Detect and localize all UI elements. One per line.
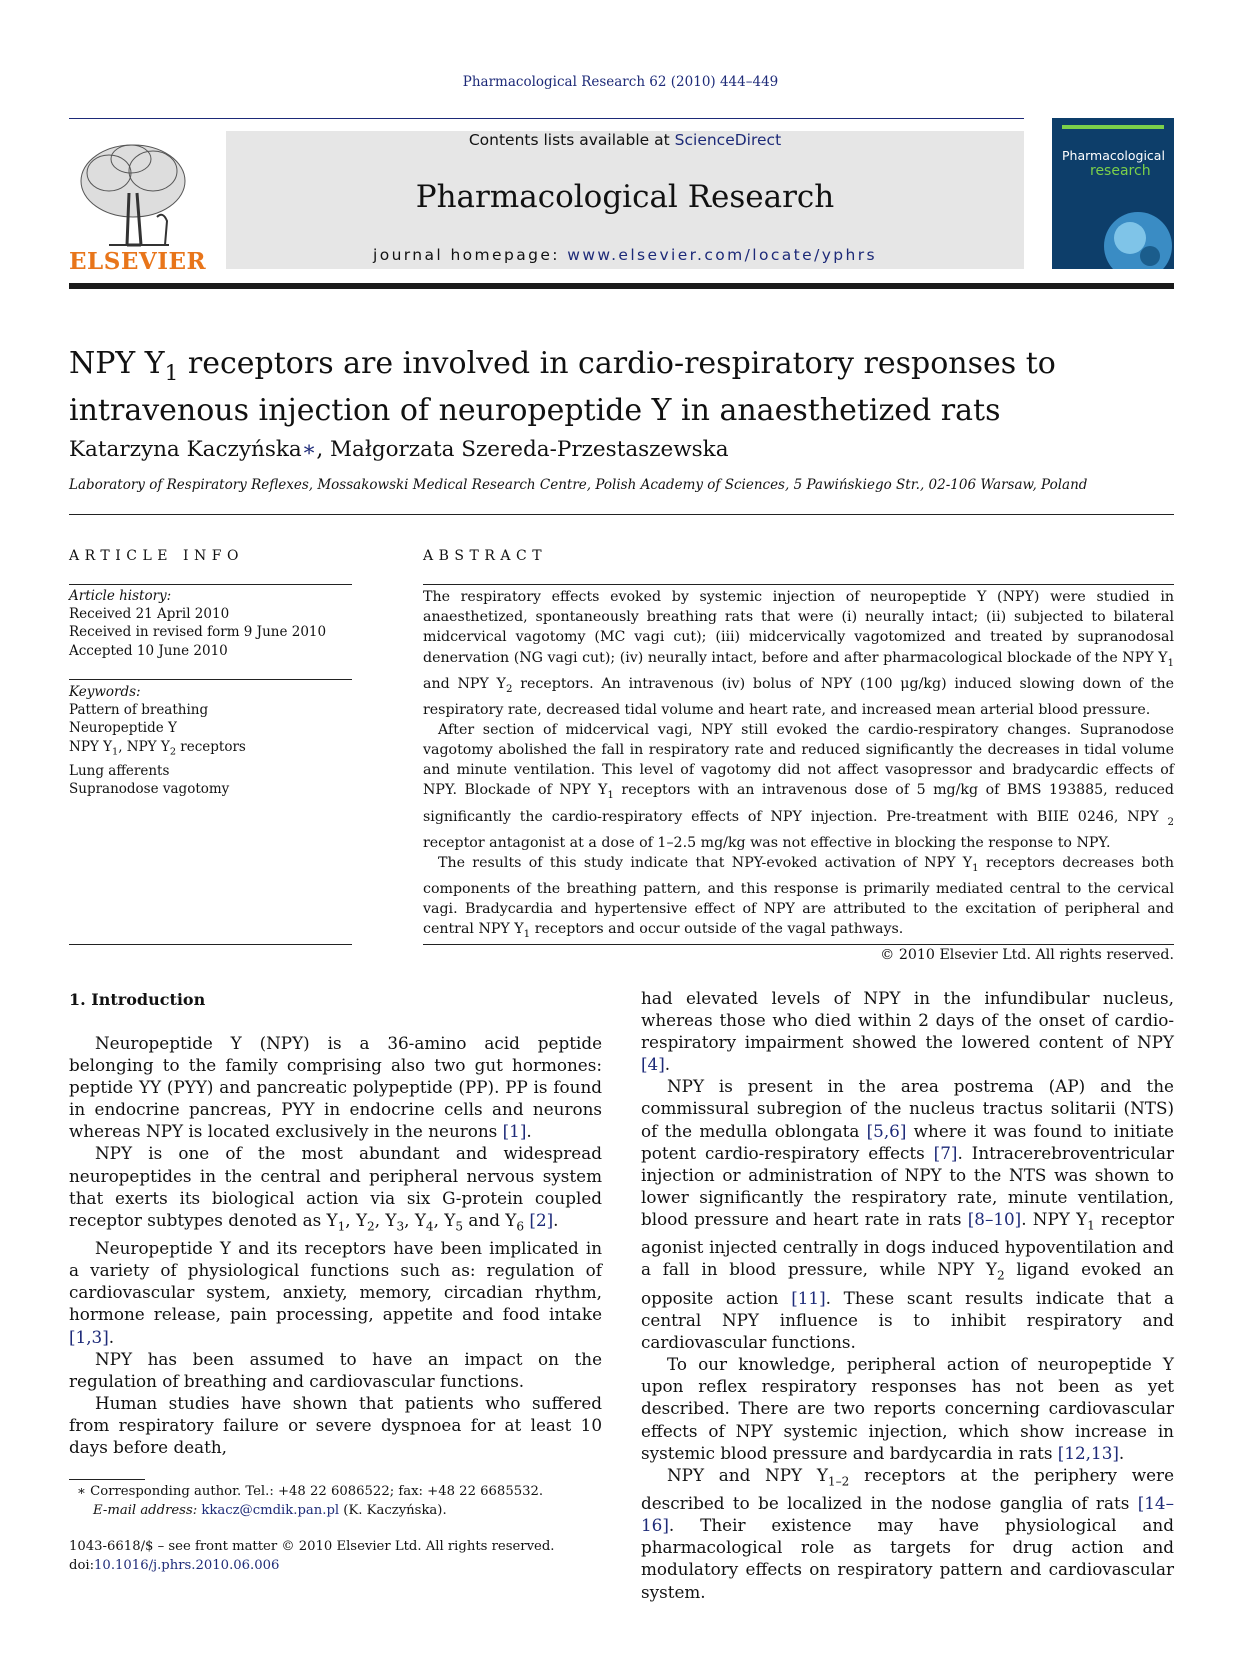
abstract-rule bbox=[423, 584, 1174, 585]
front-matter bbox=[69, 1538, 554, 1575]
keyword: Supranodose vagotomy bbox=[69, 780, 230, 797]
footnote-email: E-mail address: kkacz@cmdik.pan.pl (K. Kaczyńska). bbox=[93, 1502, 447, 1518]
citation-link[interactable]: [1,3] bbox=[69, 1326, 109, 1347]
cover-accent-bar bbox=[1062, 125, 1164, 129]
homepage-line bbox=[226, 246, 1024, 264]
journal-name: Pharmacological Research bbox=[415, 179, 835, 215]
abstract-heading: ABSTRACT bbox=[423, 548, 548, 564]
homepage-prefix: journal homepage: bbox=[372, 246, 568, 264]
header-rule bbox=[69, 118, 1024, 119]
article-title: NPY $Y_1$ receptors are involved in cardio-respiratory responses to intravenous injection of neuropeptide Y in anaesthetized rats bbox=[69, 346, 1056, 428]
keyword: NPY $Y_1$, NPY $Y_2$ receptors bbox=[69, 738, 246, 758]
section-rule bbox=[69, 514, 1174, 515]
keyword: Lung afferents bbox=[69, 762, 170, 779]
body-paragraph: NPY and NPY $Y_{1-2}$ receptors at the periphery were described to be localized in the nodose ganglia of rats [14–16]. Their existence may have physiological and pharmacological role as targets for drug action and modulatory effects on respiratory pattern and cardiovascular system. bbox=[641, 1464, 1174, 1602]
elsevier-wordmark: ELSEVIER bbox=[69, 248, 207, 275]
citation-link[interactable]: [4] bbox=[641, 1054, 665, 1075]
body-paragraph: Neuropeptide Y (NPY) is a 36-amino acid peptide belonging to the family comprising also two gut hormones: peptide YY (PYY) and pancreatic polypeptide (PP). PP is found in endocrine pancreas, PYY in endocrine cells and neurons whereas NPY is located exclusively in the neurons [1]. bbox=[69, 1033, 602, 1142]
doi-link[interactable]: 10.1016/j.phrs.2010.06.006 bbox=[94, 1557, 280, 1573]
body-paragraph: NPY is present in the area postrema (AP) and the commissural subregion of the nucleus tractus solitarii (NTS) of the medulla oblongata [5,6] where it was found to initiate potent cardio-respiratory effects [7]. Intracerebroventricular injection or administration of NPY to the NTS was shown to lower significantly the respiratory rate, minute ventilation, blood pressure and heart rate in rats [8–10]. NPY $Y_1$ receptor agonist injected centrally in dogs induced hypoventilation and a fall in blood pressure, while NPY $Y_2$ ligand evoked an opposite action [11]. These scant results indicate that a central NPY influence is to inhibit respiratory and cardiovascular functions. bbox=[641, 1076, 1174, 1353]
citation-link[interactable]: [1] bbox=[502, 1121, 527, 1142]
citation-link[interactable]: [5,6] bbox=[866, 1120, 907, 1141]
corresponding-author-mark[interactable]: ∗ bbox=[301, 437, 317, 462]
citation-link[interactable]: [7] bbox=[933, 1142, 958, 1163]
cover-image bbox=[1090, 198, 1174, 269]
sciencedirect-link[interactable]: ScienceDirect bbox=[674, 131, 782, 149]
body-paragraph: had elevated levels of NPY in the infundibular nucleus, whereas those who died within 2 days of the onset of cardio-respiratory impairment showed the lowered content of NPY [4]. bbox=[641, 988, 1174, 1075]
body-paragraph: To our knowledge, peripheral action of neuropeptide Y upon reflex respiratory responses has not been as yet described. There are two reports concerning cardiovascular effects of NPY systemic injection, which show increase in systemic blood pressure and bardycardia in rats [12,13]. bbox=[641, 1354, 1174, 1463]
citation-link[interactable]: [12,13] bbox=[1057, 1442, 1119, 1463]
cover-title-line1: Pharmacological bbox=[1062, 148, 1165, 163]
homepage-link[interactable]: www.elsevier.com/locate/yphrs bbox=[567, 246, 878, 264]
journal-masthead bbox=[226, 131, 1024, 269]
corresponding-author-footnote bbox=[69, 1483, 543, 1520]
introduction-heading: 1. Introduction bbox=[69, 990, 206, 1009]
body-paragraph: NPY is one of the most abundant and widespread neuropeptides in the central and peripheral nervous system that exerts its biological action via six G-protein coupled receptor subtypes denoted as $Y_1$, $Y_2$, $Y_3$, $Y_4$, $Y_5$ and $Y_6$ [2]. bbox=[69, 1143, 602, 1234]
body-paragraph: Human studies have shown that patients who suffered from respiratory failure or severe dyspnoea for at least 10 days before death, bbox=[69, 1392, 602, 1458]
copyright-notice: © 2010 Elsevier Ltd. All rights reserved. bbox=[880, 947, 1174, 964]
citation-link[interactable]: [2] bbox=[529, 1209, 554, 1230]
keywords-label: Keywords: bbox=[69, 684, 141, 700]
footnote-rule bbox=[69, 1479, 145, 1480]
article-info-rule bbox=[69, 679, 352, 680]
doi-line: doi:10.1016/j.phrs.2010.06.006 bbox=[69, 1557, 280, 1573]
keyword: Neuropeptide Y bbox=[69, 720, 177, 737]
journal-cover-thumbnail[interactable] bbox=[1052, 118, 1174, 269]
accepted-date: Accepted 10 June 2010 bbox=[69, 642, 228, 659]
footnote-contact: ∗ Corresponding author. Tel.: +48 22 6086522; fax: +48 22 6685532. bbox=[77, 1484, 544, 1499]
citation-link[interactable]: [11] bbox=[791, 1287, 826, 1308]
article-info-rule bbox=[69, 584, 352, 585]
abstract-paragraph: The respiratory effects evoked by systemic injection of neuropeptide Y (NPY) were studied in anaesthetized, spontaneously breathing rats that were (i) neurally intact; (ii) subjected to bilateral midcervical vagotomy (MC vagi cut); (iii) midcervically vagotomized and treated by supranodosal denervation (NG vagi cut); (iv) neurally intact, before and after pharmacological blockade of the NPY $Y_1$ and NPY $Y_2$ receptors. An intravenous (iv) bolus of NPY (100 μg/kg) induced slowing down of the respiratory rate, decreased tidal volume and heart rate, and increased mean arterial blood pressure. bbox=[423, 589, 1175, 718]
issn-line: 1043-6618/$ – see front matter © 2010 Elsevier Ltd. All rights reserved. bbox=[69, 1539, 555, 1554]
contents-line bbox=[226, 131, 1024, 149]
keyword: Pattern of breathing bbox=[69, 702, 209, 719]
keywords-list bbox=[69, 683, 352, 798]
body-column-left bbox=[69, 1032, 602, 1458]
author-2: , Małgorzata Szereda-Przestaszewska bbox=[316, 437, 729, 462]
abstract-rule bbox=[423, 944, 1174, 945]
citation-link[interactable]: [14–16] bbox=[641, 1493, 1174, 1536]
article-info-rule bbox=[69, 944, 352, 945]
journal-reference[interactable]: Pharmacological Research 62 (2010) 444–449 bbox=[462, 74, 779, 90]
body-paragraph: NPY has been assumed to have an impact on the regulation of breathing and cardiovascular functions. bbox=[69, 1348, 602, 1391]
email-link[interactable]: kkacz@cmdik.pan.pl bbox=[201, 1502, 340, 1518]
history-label: Article history: bbox=[69, 588, 172, 604]
affiliation: Laboratory of Respiratory Reflexes, Mossakowski Medical Research Centre, Polish Academy of Sciences, 5 Pawińskiego Str., 02-106 Warsaw, Poland bbox=[69, 477, 1088, 493]
citation-link[interactable]: [8–10] bbox=[967, 1208, 1022, 1229]
body-column-right bbox=[641, 987, 1174, 1603]
contents-prefix: Contents lists available at bbox=[468, 131, 675, 149]
article-history bbox=[69, 587, 352, 660]
article-info-heading: ARTICLE INFO bbox=[69, 548, 244, 564]
revised-date: Received in revised form 9 June 2010 bbox=[69, 624, 327, 641]
received-date: Received 21 April 2010 bbox=[69, 606, 230, 623]
cover-title-line2: research bbox=[1090, 163, 1151, 179]
abstract-paragraph: The results of this study indicate that NPY-evoked activation of NPY $Y_1$ receptors decreases both components of the breathing pattern, and this response is primarily mediated central to the cervical vagi. Bradycardia and hypertensive effect of NPY are attributed to the excitation of peripheral and central NPY $Y_1$ receptors and occur outside of the vagal pathways. bbox=[423, 854, 1174, 941]
author-list bbox=[69, 437, 729, 462]
abstract-paragraph: After section of midcervical vagi, NPY still evoked the cardio-respiratory changes. Supranodose vagotomy abolished the fall in respiratory rate and reduced significantly the decreases in tidal volume and minute ventilation. This level of vagotomy did not affect vasopressor and bradycardic effects of NPY. Blockade of NPY $Y_1$ receptors with an intravenous dose of 5 mg/kg of BMS 193885, reduced significantly the cardio-respiratory effects of NPY injection. Pre-treatment with BIIE 0246, NPY $_2$ receptor antagonist at a dose of 1–2.5 mg/kg was not effective in blocking the response to NPY. bbox=[423, 721, 1174, 851]
body-paragraph: Neuropeptide Y and its receptors have been implicated in a variety of physiological functions such as: regulation of cardiovascular system, anxiety, memory, circadian rhythm, hormone release, pain processing, appetite and food intake [1,3]. bbox=[69, 1238, 602, 1347]
author-1: Katarzyna Kaczyńska bbox=[69, 437, 302, 462]
masthead-bottom-rule bbox=[69, 283, 1174, 289]
abstract-body bbox=[423, 587, 1174, 965]
